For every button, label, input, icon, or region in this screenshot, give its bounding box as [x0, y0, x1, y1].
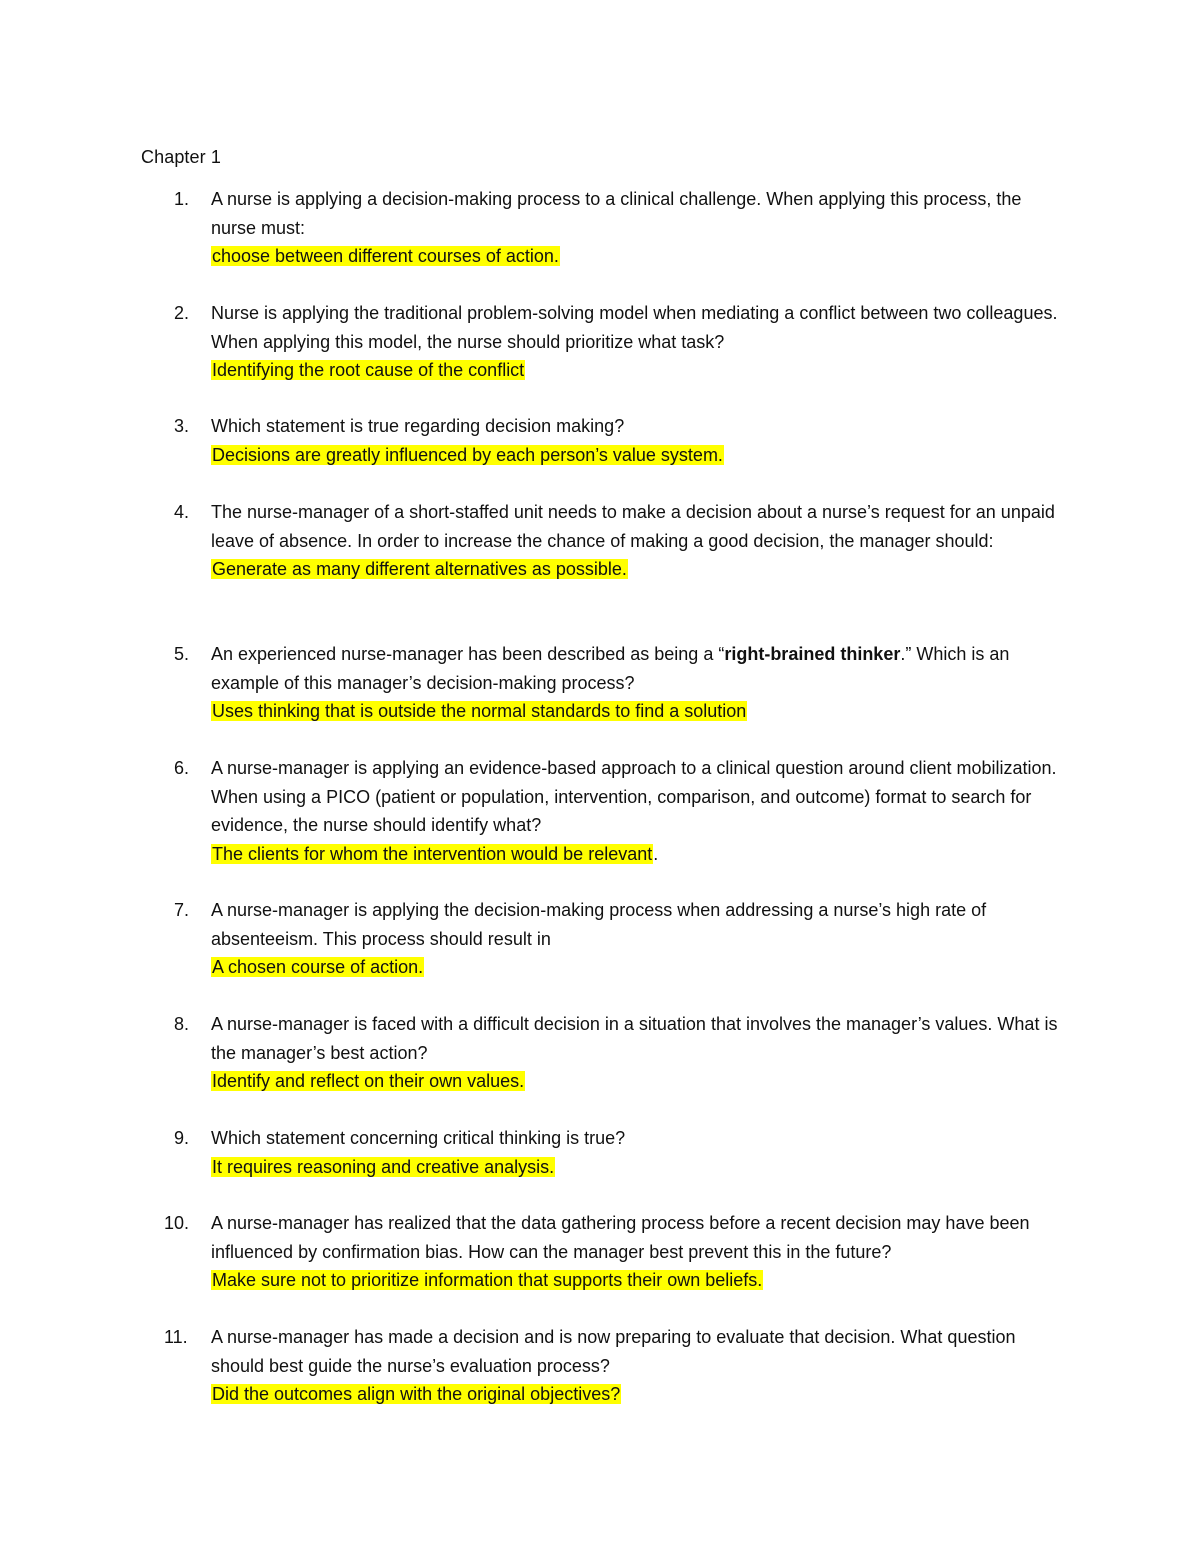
highlighted-answer: Did the outcomes align with the original objectives? [212, 1384, 621, 1404]
highlighted-answer: Decisions are greatly influenced by each person’s value system. [212, 444, 723, 465]
question-number: 5. [174, 644, 190, 664]
answer-line [211, 555, 1071, 584]
question-body [211, 896, 1071, 982]
answer-line [211, 1067, 1071, 1096]
question-number: 6. [174, 758, 190, 778]
question-text: Which statement is true regarding decision making? [211, 416, 625, 436]
answer-line [211, 840, 1071, 869]
bold-term: right-brained thinker [724, 644, 901, 664]
highlighted-answer: Uses thinking that is outside the normal standards to find a solution [212, 701, 747, 721]
question-text: A nurse is applying a decision-making process to a clinical challenge. When applying this process, the nurse must: [211, 189, 1022, 238]
question-body [211, 185, 1071, 271]
question-text: A nurse-manager is faced with a difficult decision in a situation that involves the manager’s values. What is the manager’s best action? [211, 1014, 1058, 1063]
question-text: A nurse-manager has made a decision and is now preparing to evaluate that decision. What question should best guide the nurse’s evaluation process? [211, 1327, 1016, 1376]
question-body [211, 412, 1071, 469]
answer-line [211, 356, 1071, 385]
answer-line [211, 441, 1071, 470]
question-number: 10. [164, 1213, 190, 1233]
highlighted-answer: Make sure not to prioritize information that supports their own beliefs. [212, 1270, 763, 1290]
answer-line [211, 1153, 1071, 1182]
question-number: 8. [174, 1014, 190, 1034]
question-text: The nurse-manager of a short-staffed unit needs to make a decision about a nurse’s request for an unpaid leave of absence. In order to increase the chance of making a good decision, the manager should: [211, 502, 1055, 551]
question-text: Which statement concerning critical thinking is true? [211, 1128, 626, 1148]
question-text [211, 640, 1071, 697]
question-text: Nurse is applying the traditional problem-solving model when mediating a conflict between two colleagues. When applying this model, the nurse should prioritize what task? [211, 303, 1058, 352]
question-number: 7. [174, 900, 190, 920]
question-number: 4. [174, 502, 190, 522]
question-number: 3. [174, 416, 190, 436]
highlighted-answer: choose between different courses of action. [212, 246, 559, 266]
question-body [211, 1124, 1071, 1181]
question-body [211, 1209, 1071, 1295]
answer-line [211, 1266, 1071, 1295]
question-body [211, 640, 1071, 726]
question-number: 11. [164, 1327, 188, 1347]
question-number: 2. [174, 303, 190, 323]
highlighted-answer: A chosen course of action. [212, 957, 424, 977]
answer-suffix: . [653, 843, 659, 864]
highlighted-answer: Identifying the root cause of the conflict [212, 360, 525, 380]
question-text-end: .” Which is an example of this manager’s decision-making process? [211, 644, 1010, 693]
question-body [211, 1323, 1071, 1409]
chapter-title: Chapter 1 [141, 147, 221, 167]
question-body [211, 1010, 1071, 1096]
answer-line [211, 697, 1071, 726]
highlighted-answer: It requires reasoning and creative analysis. [212, 1156, 555, 1177]
answer-line [211, 1380, 1071, 1409]
question-body [211, 754, 1071, 868]
question-body [211, 299, 1071, 385]
question-text-start: An experienced nurse-manager has been described as being a “ [211, 644, 725, 664]
question-body [211, 498, 1071, 584]
answer-line [211, 953, 1071, 982]
highlighted-answer: Generate as many different alternatives as possible. [212, 559, 627, 579]
answer-line [211, 242, 1071, 271]
highlighted-answer: The clients for whom the intervention would be relevant [212, 843, 653, 864]
question-text: A nurse-manager has realized that the data gathering process before a recent decision may have been influenced by confirmation bias. How can the manager best prevent this in the future? [211, 1213, 1030, 1262]
question-number: 9. [174, 1128, 190, 1148]
question-number: 1. [174, 189, 190, 209]
question-text: A nurse-manager is applying an evidence-based approach to a clinical question around client mobilization. When using a PICO (patient or population, intervention, comparison, and outcome) format to search for evidence, the nurse should identify what? [211, 758, 1057, 835]
question-text: A nurse-manager is applying the decision-making process when addressing a nurse’s high rate of absenteeism. This process should result in [211, 900, 987, 949]
highlighted-answer: Identify and reflect on their own values. [212, 1071, 525, 1091]
